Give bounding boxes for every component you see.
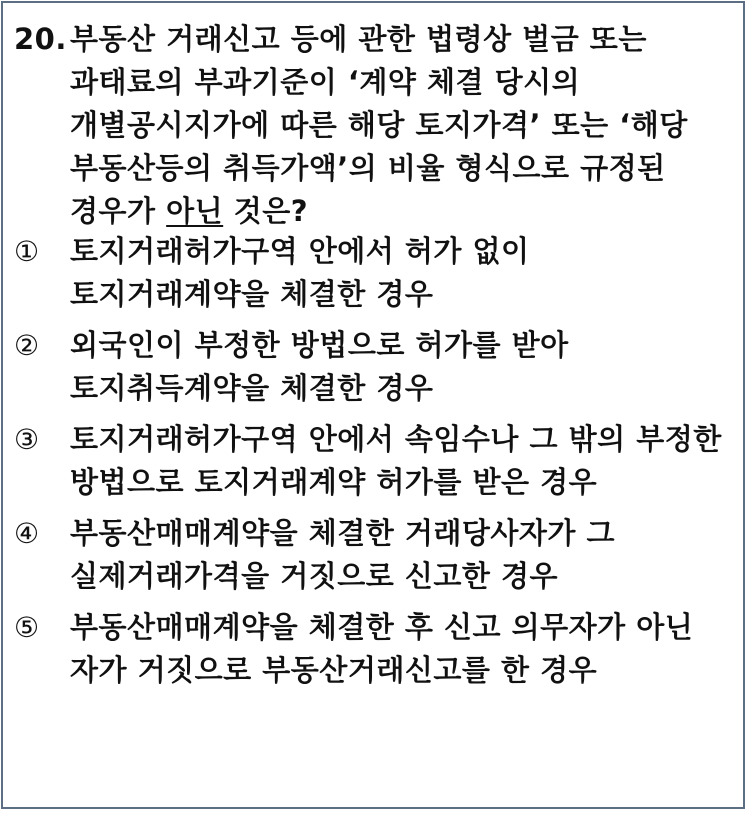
option-3-mark: ③	[14, 423, 40, 456]
option-5-text: 부동산매매계약을 체결한 후 신고 의무자가 아닌 자가 거짓으로 부동산거래신고를 한 경우	[70, 610, 694, 687]
option-5-mark: ⑤	[14, 611, 40, 644]
option-4-text: 부동산매매계약을 체결한 거래당사자가 그 실제거래가격을 거짓으로 신고한 경우	[70, 516, 616, 593]
option-1[interactable]	[14, 230, 736, 316]
option-1-text: 토지거래허가구역 안에서 허가 없이 토지거래계약을 체결한 경우	[70, 234, 530, 311]
option-2-text: 외국인이 부정한 방법으로 허가를 받아 토지취득계약을 체결한 경우	[70, 328, 569, 405]
option-3-text: 토지거래허가구역 안에서 속임수나 그 밖의 부정한 방법으로 토지거래계약 허가를 받은 경우	[70, 422, 722, 499]
question-text-after: 것은?	[223, 194, 309, 228]
option-2[interactable]	[14, 324, 736, 410]
option-3[interactable]	[14, 418, 736, 504]
answer-options	[14, 230, 736, 700]
question-emphasis: 아닌	[166, 194, 224, 228]
option-5[interactable]	[14, 606, 736, 692]
question-row	[14, 18, 736, 233]
option-2-mark: ②	[14, 329, 40, 362]
question-text-before: 부동산 거래신고 등에 관한 법령상 벌금 또는 과태료의 부과기준이 ‘계약 체결 당시의 개별공시지가에 따른 해당 토지가격’ 또는 ‘해당 부동산등의 취득가액’의 비율 형식으로 규정된 경우가	[70, 22, 688, 228]
question-text	[70, 18, 736, 233]
option-4-mark: ④	[14, 517, 40, 550]
question-number: 20.	[14, 22, 67, 56]
question	[14, 18, 736, 233]
option-4[interactable]	[14, 512, 736, 598]
option-1-mark: ①	[14, 235, 40, 268]
